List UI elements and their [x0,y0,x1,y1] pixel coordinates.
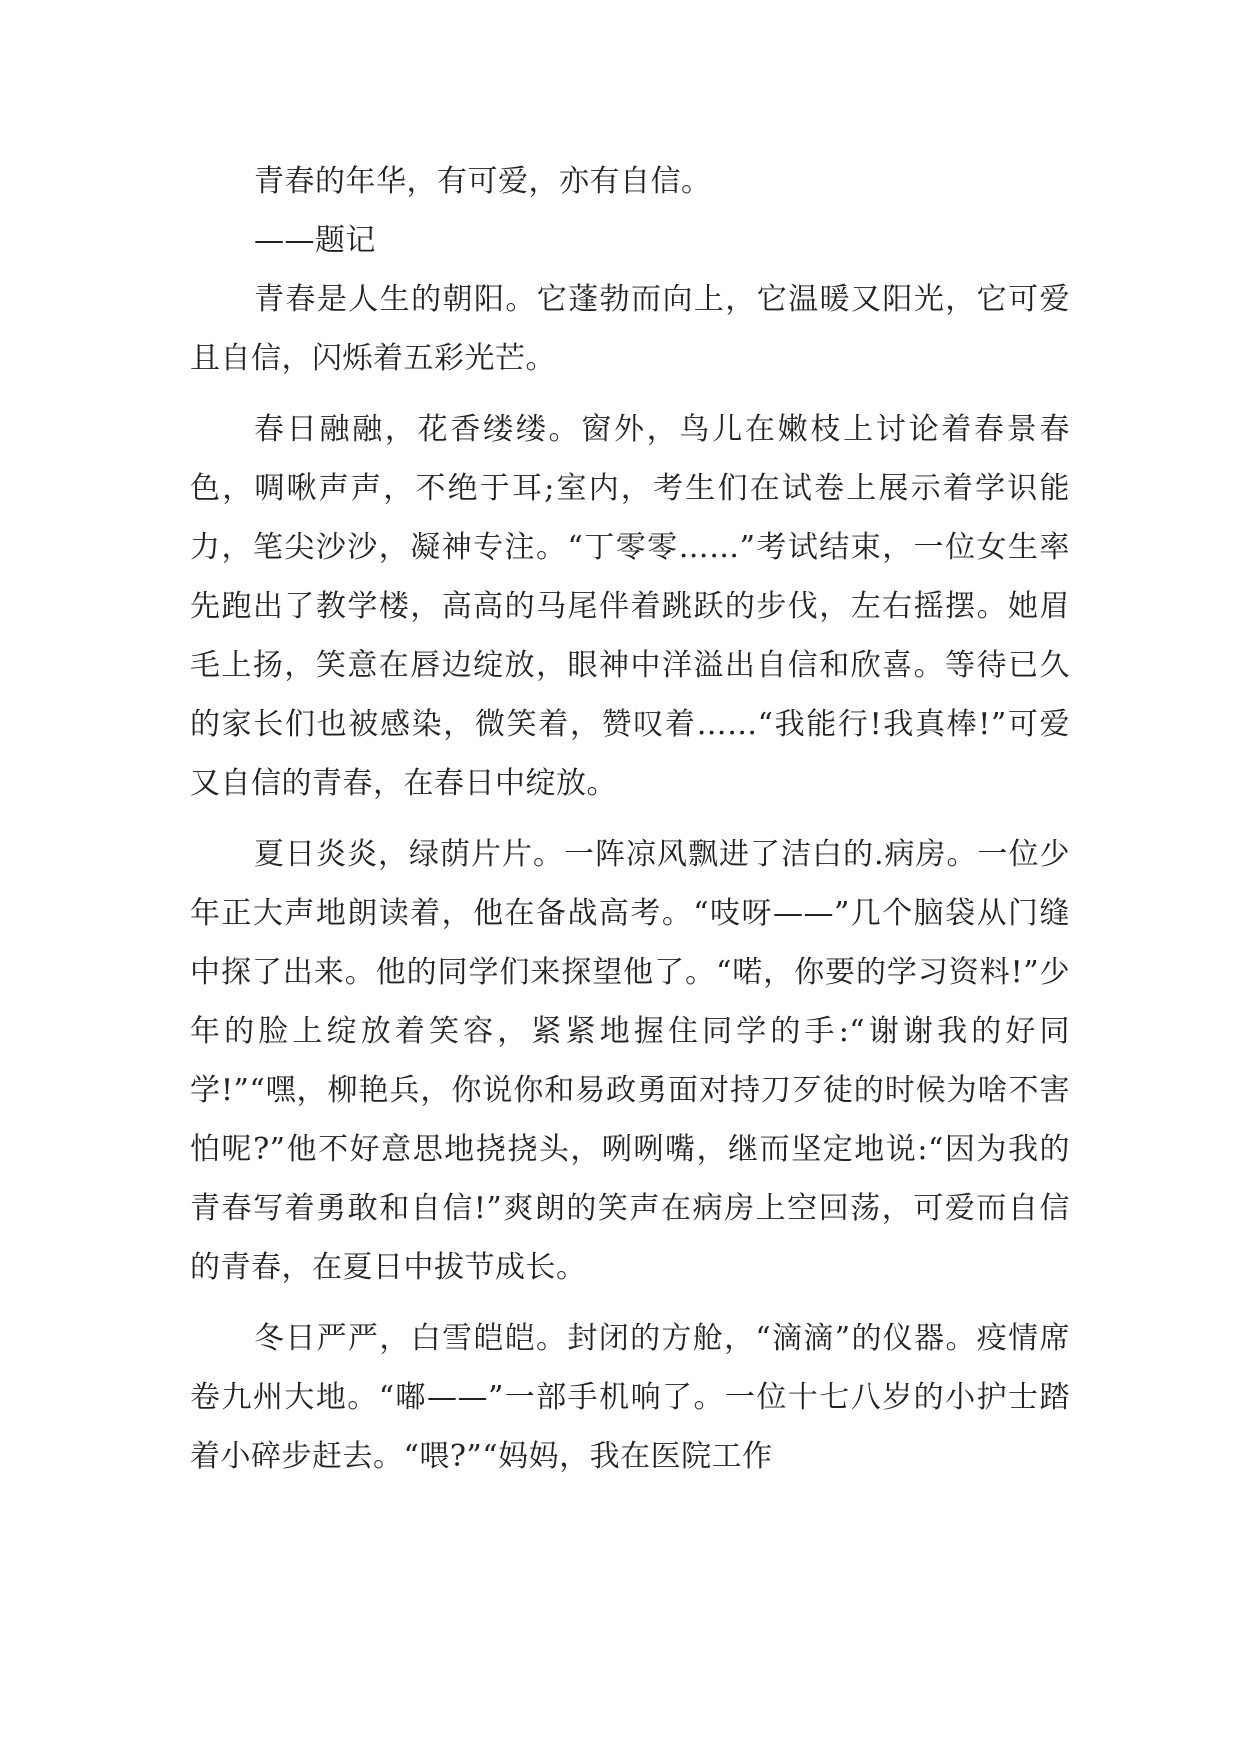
paragraph-spring: 春日融融，花香缕缕。窗外，鸟儿在嫩枝上讨论着春景春色，啁啾声声，不绝于耳;室内，考生们在试卷上展示着学识能力，笔尖沙沙，凝神专注。“丁零零……”考试结束，一位女生率先跑出了教学楼，高高的马尾伴着跳跃的步伐，左右摇摆。她眉毛上扬，笑意在唇边绽放，眼神中洋溢出自信和欣喜。等待已久的家长们也被感染，微笑着，赞叹着……“我能行!我真棒!”可爱又自信的青春，在春日中绽放。 [190,412,1070,801]
paragraph-winter: 冬日严严，白雪皑皑。封闭的方舱，“滴滴”的仪器。疫情席卷九州大地。“嘟——”一部手机响了。一位十七八岁的小护士踏着小碎步赶去。“喂?”“妈妈，我在医院工作 [190,1321,1070,1474]
epigraph: 青春的年华，有可爱，亦有自信。 [254,164,712,199]
paragraph-intro: 青春是人生的朝阳。它蓬勃而向上，它温暖又阳光，它可爱且自信，闪烁着五彩光芒。 [190,282,1070,376]
paragraph-summer: 夏日炎炎，绿荫片片。一阵凉风飘进了洁白的.病房。一位少年正大声地朗读着，他在备战高考。“吱呀——”几个脑袋从门缝中探了出来。他的同学们来探望他了。“喏，你要的学习资料!”少年的脸上绽放着笑容，紧紧地握住同学的手:“谢谢我的好同学!”“嘿，柳艳兵，你说你和易政勇面对持刀歹徒的时候为啥不害怕呢?”他不好意思地挠挠头，咧咧嘴，继而坚定地说:“因为我的青春写着勇敢和自信!”爽朗的笑声在病房上空回荡，可爱而自信的青春，在夏日中拔节成长。 [190,837,1070,1285]
epigraph-attribution: ——题记 [254,223,376,258]
essay-body [190,152,1070,1486]
